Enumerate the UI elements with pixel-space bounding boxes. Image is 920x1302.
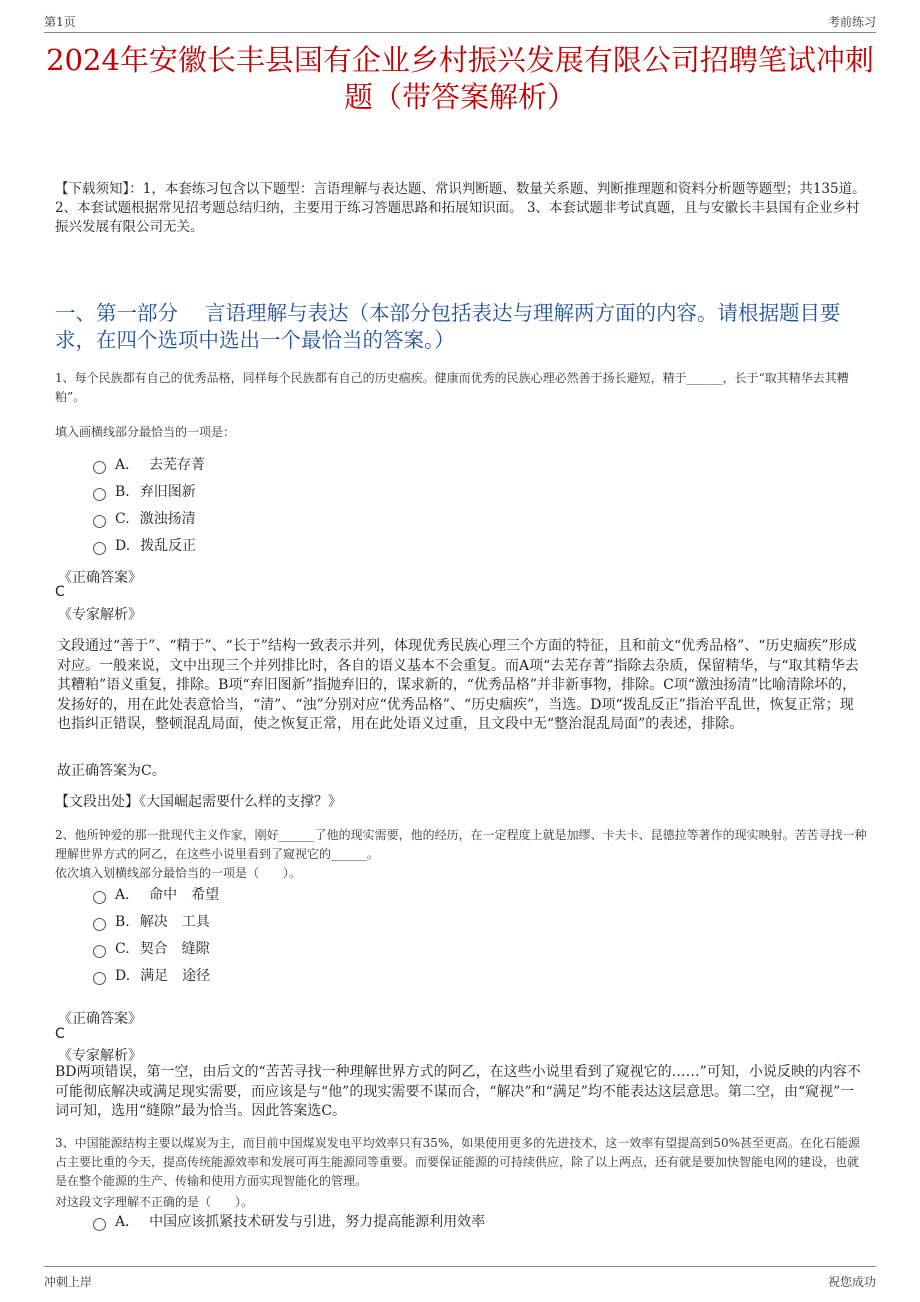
radio-icon[interactable] bbox=[93, 461, 106, 474]
question-1-prompt: 填入画横线部分最恰当的一项是： bbox=[55, 425, 236, 439]
page-header bbox=[44, 10, 876, 33]
question-2-option-c[interactable] bbox=[93, 939, 210, 959]
option-key: A． bbox=[115, 457, 140, 473]
header-label: 考前练习 bbox=[827, 15, 876, 29]
footer-right: 祝您成功 bbox=[827, 1275, 876, 1289]
question-2-stem: 2、他所钟爱的那一批现代主义作家，刚好______了他的现实需要，他的经历，在一定程度上就是加缪、卡夫卡、昆德拉等著作的现实映射。苦苦寻找一种理解世界方式的阿乙，在这些小说里看到了窥视它的______。 bbox=[55, 828, 867, 861]
option-text: 满足 途径 bbox=[140, 968, 211, 984]
question-1-option-c[interactable] bbox=[93, 509, 196, 529]
question-2-analysis: BD两项错误，第一空，由后文的“苦苦寻找一种理解世界方式的阿乙，在这些小说里看到了窥视它的……”可知，小说反映的内容不可能彻底解决或满足现实需要，而应该是与“他”的现实需要不谋而合，“解决”和“满足”均不能表达这层意思。第二空，由“窥视”一词可知，选用“缝隙”最为恰当。因此答案选C。 bbox=[55, 1064, 861, 1119]
option-text: 中国应该抓紧技术研发与引进，努力提高能源利用效率 bbox=[149, 1214, 486, 1230]
page-number: 第1页 bbox=[44, 15, 76, 29]
question-1-answer: C bbox=[55, 584, 65, 600]
question-2-option-b[interactable] bbox=[93, 912, 210, 932]
option-key: D. bbox=[115, 968, 131, 984]
radio-icon[interactable] bbox=[93, 488, 106, 501]
question-3-prompt: 对这段文字理解不正确的是（ ）。 bbox=[55, 1195, 254, 1209]
question-1-option-a[interactable] bbox=[93, 455, 205, 475]
question-1-option-b[interactable] bbox=[93, 482, 196, 502]
question-1-stem: 1、每个民族都有自己的优秀品格，同样每个民族都有自己的历史痼疾。健康而优秀的民族心理必然善于扬长避短，精于______，长于“取其精华去其糟粕”。 bbox=[55, 371, 849, 404]
section-heading: 一、第一部分 言语理解与表达（本部分包括表达与理解两方面的内容。请根据题目要求，在四个选项中选出一个最恰当的答案。） bbox=[55, 301, 841, 352]
document-title: 2024年安徽长丰县国有企业乡村振兴发展有限公司招聘笔试冲刺题（带答案解析） bbox=[46, 43, 874, 114]
option-key: B. bbox=[115, 914, 130, 930]
radio-icon[interactable] bbox=[93, 891, 106, 904]
question-1-conclusion: 故正确答案为C。 bbox=[57, 763, 166, 779]
option-text: 去芜存菁 bbox=[149, 457, 206, 473]
radio-icon[interactable] bbox=[93, 542, 106, 555]
radio-icon[interactable] bbox=[93, 515, 106, 528]
question-1-analysis: 文段通过“善于”、“精于”、“长于”结构一致表示并列，体现优秀民族心理三个方面的特征，且和前文“优秀品格”、“历史痼疾”形成对应。一般来说，文中出现三个并列排比时，各自的语义基本不会重复。而A项“去芜存菁”指除去杂质，保留精华，与“取其精华去其糟粕”语义重复，排除。B项“弃旧图新”指抛弃旧的，谋求新的，“优秀品格”并非新事物，排除。C项“激浊扬清”比喻清除坏的，发扬好的，用在此处表意恰当，“清”、“浊”分别对应“优秀品格”、“历史痼疾”，当选。D项“拨乱反正”指治平乱世，恢复正常；现也指纠正错误，整顿混乱局面，使之恢复正常，用在此处语义过重，且文段中无“整治混乱局面”的表述，排除。 bbox=[57, 638, 859, 732]
question-2-prompt: 依次填入划横线部分最恰当的一项是（ ）。 bbox=[55, 866, 302, 880]
option-key: A． bbox=[115, 1214, 140, 1230]
option-text: 解决 工具 bbox=[139, 914, 210, 930]
question-1-answer-label: 《正确答案》 bbox=[58, 570, 142, 586]
option-text: 拨乱反正 bbox=[140, 538, 197, 554]
option-key: A． bbox=[115, 887, 140, 903]
question-2-option-d[interactable] bbox=[93, 966, 210, 986]
question-2-analysis-label: 《专家解析》 bbox=[58, 1048, 142, 1064]
radio-icon[interactable] bbox=[93, 1218, 106, 1231]
download-notice: 【下载须知】：1，本套练习包含以下题型：言语理解与表达题、常识判断题、数量关系题、判断推理题和资料分析题等题型；共135道。 2、本套试题根据常见招考题总结归纳，主要用于练习答题思路和拓展知识面。 3、本套试题非考试真题，且与安徽长丰县国有企业乡村振兴发展有限公司无关。 bbox=[55, 181, 866, 235]
question-3-option-a[interactable] bbox=[93, 1212, 485, 1232]
option-key: C. bbox=[115, 941, 130, 957]
option-key: D. bbox=[115, 538, 131, 554]
option-text: 弃旧图新 bbox=[139, 484, 196, 500]
page-footer bbox=[44, 1266, 876, 1293]
question-1-analysis-label: 《专家解析》 bbox=[58, 607, 142, 623]
question-1-option-d[interactable] bbox=[93, 536, 196, 556]
radio-icon[interactable] bbox=[93, 972, 106, 985]
question-3-stem: 3、中国能源结构主要以煤炭为主，而目前中国煤炭发电平均效率只有35%，如果使用更多的先进技术，这一效率有望提高到50%甚至更高。在化石能源占主要比重的今天，提高传统能源效率和发展可再生能源同等重要。而要保证能源的可持续供应，除了以上两点，还有就是要加快智能电网的建设，也就是在整个能源的生产、传输和使用方面实现智能化的管理。 bbox=[55, 1136, 860, 1188]
question-1-source: 【文段出处】《大国崛起需要什么样的支撑？》 bbox=[55, 794, 342, 810]
option-key: C. bbox=[115, 511, 130, 527]
question-2-answer-label: 《正确答案》 bbox=[58, 1011, 142, 1027]
option-key: B. bbox=[115, 484, 130, 500]
radio-icon[interactable] bbox=[93, 918, 106, 931]
option-text: 契合 缝隙 bbox=[139, 941, 210, 957]
question-2-option-a[interactable] bbox=[93, 885, 219, 905]
option-text: 激浊扬清 bbox=[139, 511, 196, 527]
radio-icon[interactable] bbox=[93, 945, 106, 958]
question-2-answer: C bbox=[55, 1026, 65, 1042]
option-text: 命中 希望 bbox=[149, 887, 220, 903]
footer-left: 冲刺上岸 bbox=[44, 1275, 93, 1289]
